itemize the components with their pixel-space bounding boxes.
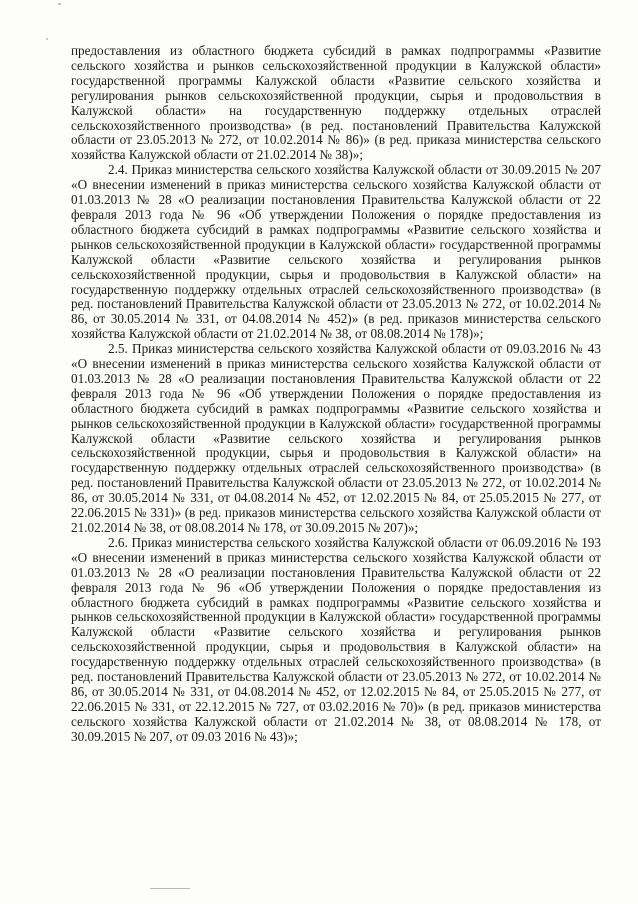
scan-speck <box>150 888 190 889</box>
scan-speck <box>58 3 61 5</box>
paragraph-intro: предоставления из областного бюджета субсидий в рамках подпрограммы «Развитие сельского хозяйства и рынков сельскохозяйственной продукции в Калужской области» государственной программы Калужской области «Развитие сельского хозяйства и регулирования рынков сельскохозяйственной продукции, сырья и продовольствия в Калужской области» на государственную поддержку отдельных отраслей сельскохозяйственного производства» (в ред. постановлений Правительства Калужской области от 23.05.2013 № 272, от 10.02.2014 № 86)» (в ред. приказа министерства сельского хозяйства Калужской области от 21.02.2014 № 38)»; <box>71 43 601 163</box>
paragraph-item-2-6: 2.6. Приказ министерства сельского хозяйства Калужской области от 06.09.2016 № 193 «О внесении изменений в приказ министерства сельского хозяйства Калужской области от 01.03.2013 № 28 «О реализации постановления Правительства Калужской области от 22 февраля 2013 года № 96 «Об утверждении Положения о порядке предоставления из областного бюджета субсидий в рамках подпрограммы «Развитие сельского хозяйства и рынков сельскохозяйственной продукции в Калужской области» государственной программы Калужской области «Развитие сельского хозяйства и регулирования рынков сельскохозяйственной продукции, сырья и продовольствия в Калужской области» на государственную поддержку отдельных отраслей сельскохозяйственного производства» (в ред. постановлений Правительства Калужской области от 23.05.2013 № 272, от 10.02.2014 № 86, от 30.05.2014 № 331, от 04.08.2014 № 452, от 12.02.2015 № 84, от 25.05.2015 № 277, от 22.06.2015 № 331, от 22.12.2015 № 727, от 03.02.2016 № 70)» (в ред. приказов министерства сельского хозяйства Калужской области от 21.02.2014 № 38, от 08.08.2014 № 178, от 30.09.2015 № 207, от 09.03 2016 № 43)»; <box>71 534 601 744</box>
paragraph-item-2-4: 2.4. Приказ министерства сельского хозяйства Калужской области от 30.09.2015 № 207 «О внесении изменений в приказ министерства сельского хозяйства Калужской области от 01.03.2013 № 28 «О реализации постановления Правительства Калужской области от 22 февраля 2013 года № 96 «Об утверждении Положения о порядке предоставления из областного бюджета субсидий в рамках подпрограммы «Развитие сельского хозяйства и рынков сельскохозяйственной продукции в Калужской области» государственной программы Калужской области «Развитие сельского хозяйства и регулирования рынков сельскохозяйственной продукции, сырья и продовольствия в Калужской области» на государственную поддержку отдельных отраслей сельскохозяйственного производства» (в ред. постановлений Правительства Калужской области от 23.05.2013 № 272, от 10.02.2014 № 86, от 30.05.2014 № 331, от 04.08.2014 № 452)» (в ред. приказов министерства сельского хозяйства Калужской области от 21.02.2014 № 38, от 08.08.2014 № 178)»; <box>71 162 601 342</box>
scan-speck <box>46 38 48 40</box>
document-body <box>71 44 601 745</box>
paragraph-item-2-5: 2.5. Приказ министерства сельского хозяйства Калужской области от 09.03.2016 № 43 «О внесении изменений в приказ министерства сельского хозяйства Калужской области от 01.03.2013 № 28 «О реализации постановления Правительства Калужской области от 22 февраля 2013 года № 96 «Об утверждении Положения о порядке предоставления из областного бюджета субсидий в рамках подпрограммы «Развитие сельского хозяйства и рынков сельскохозяйственной продукции в Калужской области» государственной программы Калужской области «Развитие сельского хозяйства и регулирования рынков сельскохозяйственной продукции, сырья и продовольствия в Калужской области» на государственную поддержку отдельных отраслей сельскохозяйственного производства» (в ред. постановлений Правительства Калужской области от 23.05.2013 № 272, от 10.02.2014 № 86, от 30.05.2014 № 331, от 04.08.2014 № 452, от 12.02.2015 № 84, от 25.05.2015 № 277, от 22.06.2015 № 331)» (в ред. приказов министерства сельского хозяйства Калужской области от 21.02.2014 № 38, от 08.08.2014 № 178, от 30.09.2015 № 207)»; <box>71 341 601 535</box>
